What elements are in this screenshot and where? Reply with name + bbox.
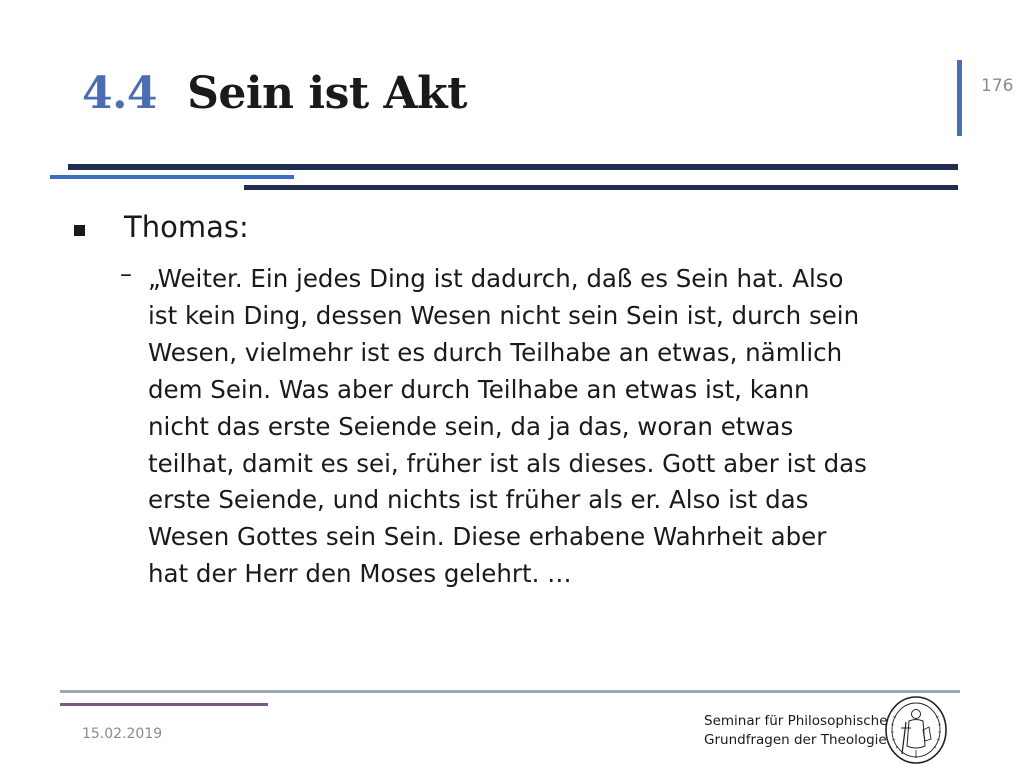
quote-line: dem Sein. Was aber durch Teilhabe an etwas ist, kann [148,374,810,404]
header-rule-top [68,164,958,170]
seal-logo-icon [880,694,952,766]
quote-line: „Weiter. Ein jedes Ding ist dadurch, daß es Sein hat. Also [148,264,844,293]
header-divider [957,60,962,136]
quote-line: erste Seiende, und nichts ist früher als er. Also ist das [148,485,809,515]
quote-line: Wesen, vielmehr ist es durch Teilhabe an etwas, nämlich [148,337,843,367]
seminar-line-1: Seminar für Philosophische [704,713,888,729]
title-text: Sein ist Akt [187,68,467,119]
seminar-line-2: Grundfragen der Theologie [704,732,887,748]
page-number: 176 [981,76,1014,96]
seminar-name [704,712,888,750]
bullet-label: Thomas: [124,210,249,244]
footer-rule [60,690,960,693]
quote-line: teilhat, damit es sei, früher ist als dieses. Gott aber ist das [148,448,867,478]
dash-bullet-icon: – [120,260,132,288]
quote-line: hat der Herr den Moses gelehrt. … [148,559,572,589]
section-number: 4.4 [82,68,158,119]
header-rule-bottom [244,185,958,190]
quote-text [148,261,968,593]
header-rule-accent [50,175,294,179]
footer-date: 15.02.2019 [82,726,163,742]
quote-line: ist kein Ding, dessen Wesen nicht sein Sein ist, durch sein [148,300,860,330]
quote-line: Wesen Gottes sein Sein. Diese erhabene Wahrheit aber [148,522,827,552]
quote-line: nicht das erste Seiende sein, da ja das, woran etwas [148,411,794,441]
footer-rule-accent [60,703,268,706]
slide-title [82,68,467,119]
square-bullet-icon [74,225,85,236]
